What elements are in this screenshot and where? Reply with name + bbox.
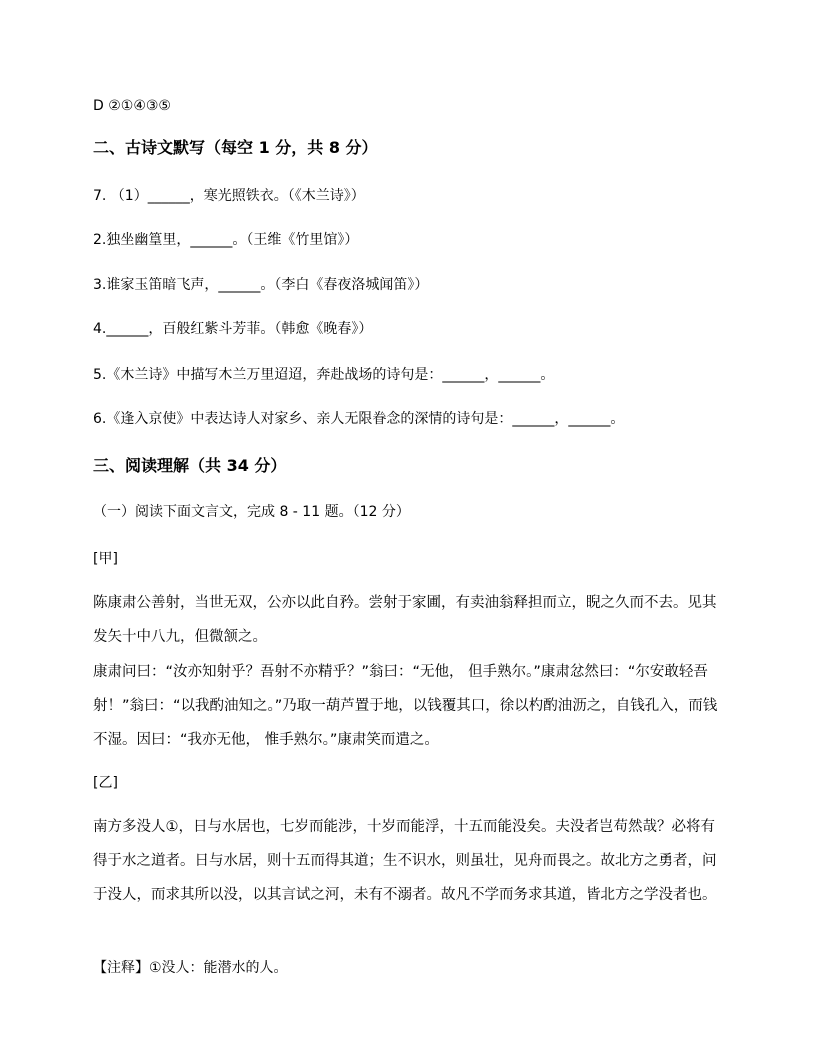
passage-yi-label: [乙] — [93, 775, 118, 791]
passage-jia-paragraph-2: 康肃问曰：“汝亦知射乎？吾射不亦精乎？”翁曰：“无他， 但手熟尔。”康肃忿然曰：“尔安敢轻吾射！”翁曰：“以我酌油知之。”乃取一葫芦置于地，以钱覆其口，徐以杓酌油沥之，自钱孔入，而钱不湿。因曰：“我亦无他， 惟手熟尔。”康肃笑而遣之。 — [93, 664, 718, 748]
poem-item-1: 7. （1）______，寒光照铁衣。（《木兰诗》） — [93, 188, 365, 204]
section3-heading: 三、阅读理解（共 34 分） — [93, 456, 287, 475]
annotation-note: 【注释】①没人：能潜水的人。 — [93, 960, 288, 976]
reading-intro: （一）阅读下面文言文，完成 8 - 11 题。（12 分） — [93, 504, 410, 520]
poem-item-4: 4.______，百般红紫斗芳菲。（韩愈《晚春》） — [93, 321, 373, 337]
passage-jia-paragraph-1: 陈康肃公善射，当世无双，公亦以此自矜。尝射于家圃，有卖油翁释担而立，睨之久而不去。见其发矢十中八九，但微颔之。 — [93, 595, 717, 645]
poem-item-6: 6.《逢入京使》中表达诗人对家乡、亲人无限眷念的深情的诗句是：______，______。 — [93, 411, 625, 427]
poem-item-2: 2.独坐幽篁里，______。（王维《竹里馆》） — [93, 232, 359, 248]
passage-yi-paragraph: 南方多没人①，日与水居也，七岁而能涉，十岁而能浮，十五而能没矣。夫没者岂苟然哉？必将有得于水之道者。日与水居，则十五而得其道；生不识水，则虽壮，见舟而畏之。故北方之勇者，问于没人，而求其所以没，以其言试之河，未有不溺者。故凡不学而务求其道，皆北方之学没者也。 — [93, 819, 717, 903]
poem-item-3: 3.谁家玉笛暗飞声，______。（李白《春夜洛城闻笛》） — [93, 277, 429, 293]
section2-heading: 二、古诗文默写（每空 1 分，共 8 分） — [93, 138, 378, 157]
passage-jia-label: [甲] — [93, 551, 118, 567]
option-d: D ②①④③⑤ — [93, 98, 171, 114]
poem-item-5: 5.《木兰诗》中描写木兰万里迢迢，奔赴战场的诗句是：______，______。 — [93, 367, 555, 383]
